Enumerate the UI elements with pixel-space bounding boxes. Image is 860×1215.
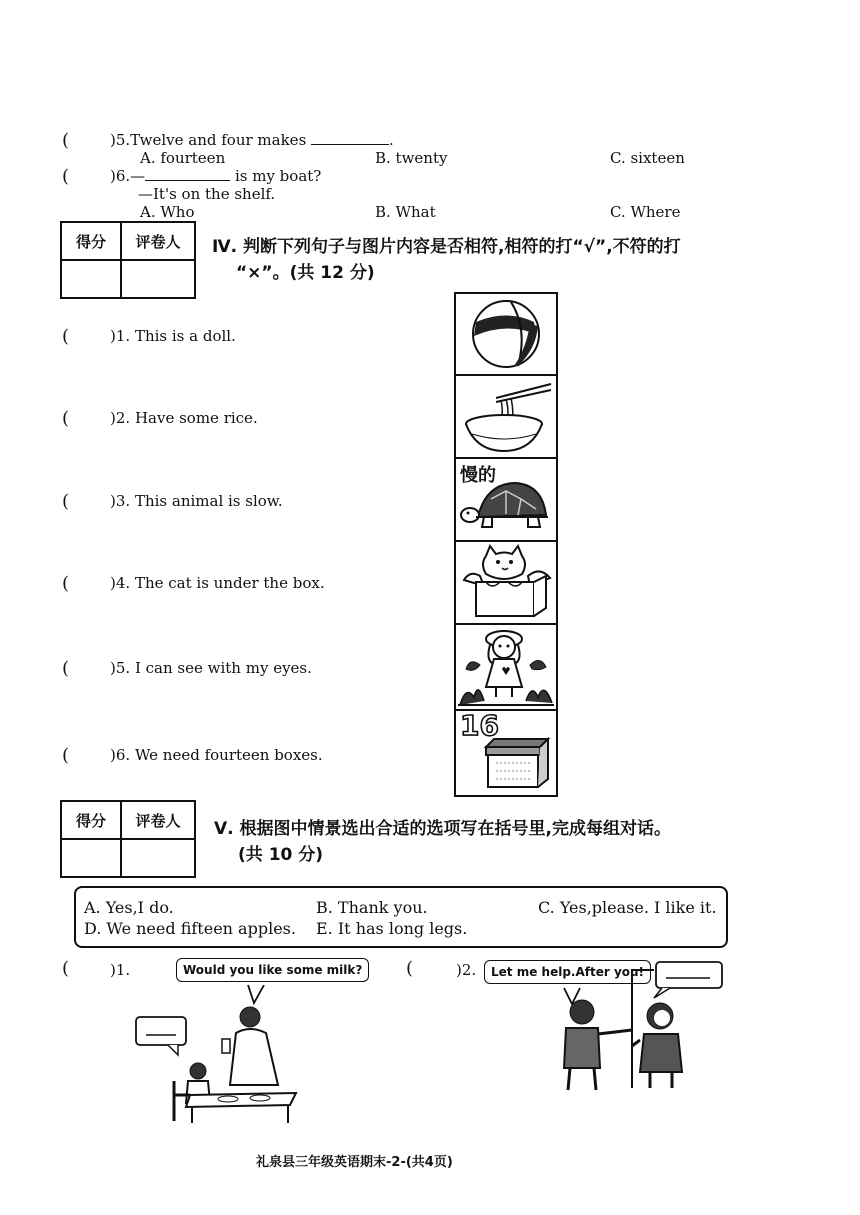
section-4-title: [212, 234, 681, 286]
option-e: E. It has long legs.: [316, 919, 468, 938]
option-b: B. What: [375, 203, 436, 221]
question-6-reply: —It's on the shelf.: [138, 185, 276, 203]
option-b: B. twenty: [375, 149, 448, 167]
doll-icon: [456, 625, 556, 709]
picture-cell-4: [456, 542, 556, 625]
answer-paren-open: (: [62, 958, 70, 979]
score-table: [60, 221, 196, 299]
empty-bubble-icon: [656, 962, 722, 988]
options-box: [74, 886, 728, 948]
noodles-icon: [456, 376, 556, 456]
answer-blank[interactable]: [311, 144, 389, 145]
dialogue-2-scene: [550, 960, 730, 1095]
judge-item-6: [110, 746, 323, 764]
speech-bubble-1: Would you like some milk?: [176, 958, 369, 982]
picture-column: [454, 292, 558, 797]
picture-cell-6: [456, 711, 556, 795]
item-text: The cat is under the box.: [134, 574, 325, 592]
page-footer: 礼泉县三年级英语期末-2-(共4页): [256, 1155, 453, 1170]
answer-paren-open: (: [62, 573, 70, 594]
score-header: 得分: [61, 801, 121, 839]
answer-paren-open: (: [62, 408, 70, 429]
section-5-title: [214, 816, 671, 868]
dialogue-1-number: )1.: [110, 961, 131, 979]
picture-cell-5: [456, 625, 556, 711]
section-title-line2: “×”。(共 12 分): [236, 263, 375, 283]
question-text-end: .: [389, 131, 394, 149]
judge-item-4: [110, 574, 325, 592]
picture-label: 慢的: [460, 465, 496, 486]
item-number: )4.: [110, 574, 131, 592]
table-icon: [186, 1093, 296, 1123]
item-number: )2.: [110, 409, 131, 427]
ball-icon: [456, 294, 556, 374]
answer-paren-open: (: [62, 130, 70, 151]
score-cell[interactable]: [61, 260, 121, 298]
picture-cell-2: [456, 376, 556, 459]
girl-icon: [632, 1003, 682, 1088]
answer-paren-open: (: [62, 166, 70, 187]
item-text: This is a doll.: [134, 327, 236, 345]
grader-header: 评卷人: [121, 222, 195, 260]
judge-item-5: [110, 659, 312, 677]
option-c: C. Where: [610, 203, 681, 221]
grader-cell[interactable]: [121, 839, 195, 877]
section-title-line1: Ⅴ. 根据图中情景选出合适的选项写在括号里,完成每组对话。: [214, 819, 671, 839]
grader-header: 评卷人: [121, 801, 195, 839]
section-title-line1: Ⅳ. 判断下列句子与图片内容是否相符,相符的打“√”,不符的打: [212, 237, 681, 257]
answer-paren-open: (: [62, 491, 70, 512]
judge-item-1: [110, 327, 236, 345]
score-table: [60, 800, 196, 878]
speech-bubble-2: Let me help.After you!: [484, 960, 651, 984]
question-text: Twelve and four makes: [130, 131, 307, 149]
option-c: C. Yes,please. I like it.: [538, 898, 717, 917]
option-a: A. Yes,I do.: [84, 898, 174, 917]
cat-in-box-icon: [456, 542, 556, 622]
bubble-tail-icon: [248, 985, 264, 1003]
option-d: D. We need fifteen apples.: [84, 919, 296, 938]
item-text: We need fourteen boxes.: [134, 746, 323, 764]
question-number: )6.: [110, 167, 131, 185]
option-c: C. sixteen: [610, 149, 685, 167]
item-number: )3.: [110, 492, 131, 510]
item-number: )6.: [110, 746, 131, 764]
grader-cell[interactable]: [121, 260, 195, 298]
score-header: 得分: [61, 222, 121, 260]
mother-icon: [222, 1007, 278, 1085]
boy-icon: [564, 1000, 632, 1090]
dash: —: [130, 167, 146, 185]
judge-item-2: [110, 409, 258, 427]
picture-cell-1: [456, 294, 556, 376]
option-a: A. Who: [140, 203, 195, 221]
picture-cell-3: [456, 459, 556, 542]
option-a: A. fourteen: [140, 149, 226, 167]
answer-paren-open: (: [62, 326, 70, 347]
item-text: This animal is slow.: [134, 492, 283, 510]
section-title-line2: (共 10 分): [238, 845, 324, 865]
item-number: )5.: [110, 659, 131, 677]
answer-paren-open: (: [406, 958, 414, 979]
judge-item-3: [110, 492, 283, 510]
item-text: I can see with my eyes.: [134, 659, 312, 677]
item-text: Have some rice.: [134, 409, 258, 427]
item-number: )1.: [110, 327, 131, 345]
dialogue-2-number: )2.: [456, 961, 477, 979]
question-6: [110, 167, 321, 185]
picture-label: 16: [460, 709, 499, 742]
score-cell[interactable]: [61, 839, 121, 877]
answer-blank[interactable]: [145, 180, 230, 181]
question-number: )5.: [110, 131, 131, 149]
question-text: is my boat?: [234, 167, 322, 185]
dialogue-1-scene: [130, 985, 300, 1125]
answer-paren-open: (: [62, 745, 70, 766]
answer-paren-open: (: [62, 658, 70, 679]
option-b: B. Thank you.: [316, 898, 428, 917]
empty-bubble-icon: [136, 1017, 186, 1045]
question-5: [110, 131, 394, 149]
